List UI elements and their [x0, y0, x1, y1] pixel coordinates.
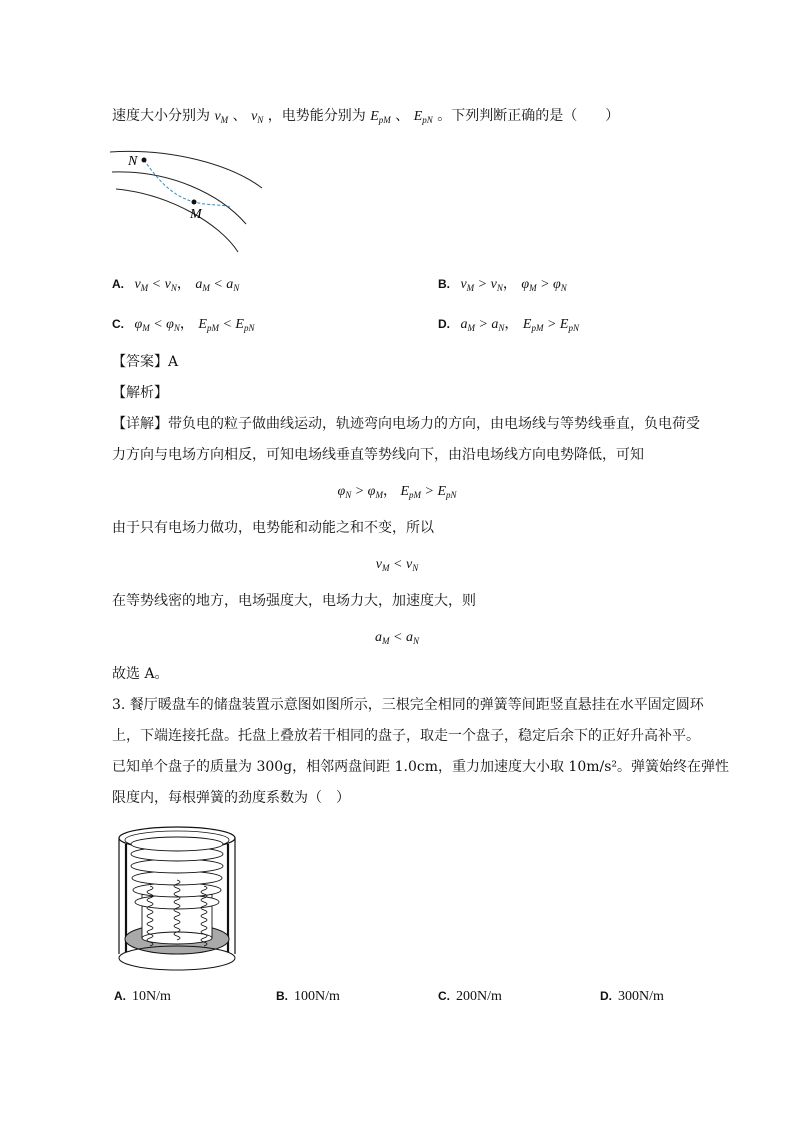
ep-n-symbol: $E_{pN}$ — [413, 109, 433, 125]
label-N: N — [128, 154, 138, 169]
option-b-formula-2: $\varphi_M > \varphi_N$ — [521, 277, 567, 293]
v-m-symbol: $v_M$ — [214, 109, 229, 125]
q2-stem: 速度大小分别为 $v_M$ 、 $v_N$ ，电势能分别为 $E_{pM}$ 、 $E_{pN}$ 。下列判断正确的是（ ） — [112, 108, 620, 125]
point-N — [142, 158, 147, 163]
label-M: M — [190, 207, 202, 222]
detail-line-3: 由于只有电场力做功，电势能和动能之和不变，所以 — [112, 520, 434, 536]
option-c-formula-2: $E_{pM} < E_{pN}$ — [198, 317, 255, 333]
formula-v: $v_M < v_N$ — [375, 557, 419, 573]
option-c[interactable]: C. $\varphi_M < \varphi_N$， $E_{pM} < E_{pN}$ — [112, 316, 255, 333]
equipotential-line-middle — [112, 172, 246, 224]
formula-a: $a_M < a_N$ — [375, 630, 419, 646]
point-M — [192, 200, 197, 205]
option-a-formula-2: $a_M < a_N$ — [195, 277, 240, 293]
q3-line-4: 限度内，每根弹簧的劲度系数为（ ） — [112, 790, 350, 806]
equipotential-figure — [110, 146, 280, 261]
ep-m-symbol: $E_{pM}$ — [370, 109, 391, 125]
q3-option-d[interactable]: D. 300N/m — [600, 989, 664, 1004]
q3-option-c[interactable]: C. 200N/m — [438, 989, 502, 1004]
q3-line-3: 已知单个盘子的质量为 300g，相邻两盘间距 1.0cm，重力加速度大小取 10m/s²。弹簧始终在弹性 — [112, 759, 730, 775]
q3-option-b[interactable]: B. 100N/m — [276, 989, 340, 1004]
v-n-symbol: $v_N$ — [251, 109, 264, 125]
plate-warmer-figure — [114, 824, 240, 974]
formula-phi-ep: $\varphi_N > \varphi_M$， $E_{pM} > E_{pN}$ — [337, 484, 457, 500]
option-c-formula: $\varphi_M < \varphi_N$ — [134, 317, 180, 333]
q3-line-1: 3. 餐厅暖盘车的储盘装置示意图如图所示，三根完全相同的弹簧等间距竖直悬挂在水平固定圆环 — [112, 697, 704, 713]
option-d[interactable]: D. $a_M > a_N$， $E_{pM} > E_{pN}$ — [438, 316, 579, 333]
analysis-label: 【解析】 — [112, 385, 168, 401]
option-a[interactable]: A. $v_M < v_N$， $a_M < a_N$ — [112, 276, 240, 293]
detail-line-2: 力方向与电场方向相反，可知电场线垂直等势线向下，由沿电场线方向电势降低，可知 — [112, 447, 644, 463]
option-b[interactable]: B. $v_M > v_N$， $\varphi_M > \varphi_N$ — [438, 276, 567, 293]
answer-label: 【答案】A — [112, 354, 179, 370]
option-d-formula-2: $E_{pM} > E_{pN}$ — [522, 317, 579, 333]
option-a-formula: $v_M < v_N$ — [134, 277, 177, 293]
equipotential-line-bottom — [116, 189, 238, 252]
option-b-formula: $v_M > v_N$ — [460, 277, 503, 293]
q3-line-2: 上，下端连接托盘。托盘上叠放若干相同的盘子，取走一个盘子，稳定后余下的正好升高补平。 — [112, 728, 700, 744]
detail-line-1: 【详解】带负电的粒子做曲线运动，轨迹弯向电场力的方向，由电场线与等势线垂直，负电荷受 — [112, 416, 700, 432]
q3-option-a[interactable]: A. 10N/m — [114, 989, 171, 1004]
option-d-formula: $a_M > a_N$ — [460, 317, 505, 333]
conclusion: 故选 A。 — [112, 666, 169, 682]
detail-line-4: 在等势线密的地方，电场强度大，电场力大，加速度大，则 — [112, 593, 476, 609]
